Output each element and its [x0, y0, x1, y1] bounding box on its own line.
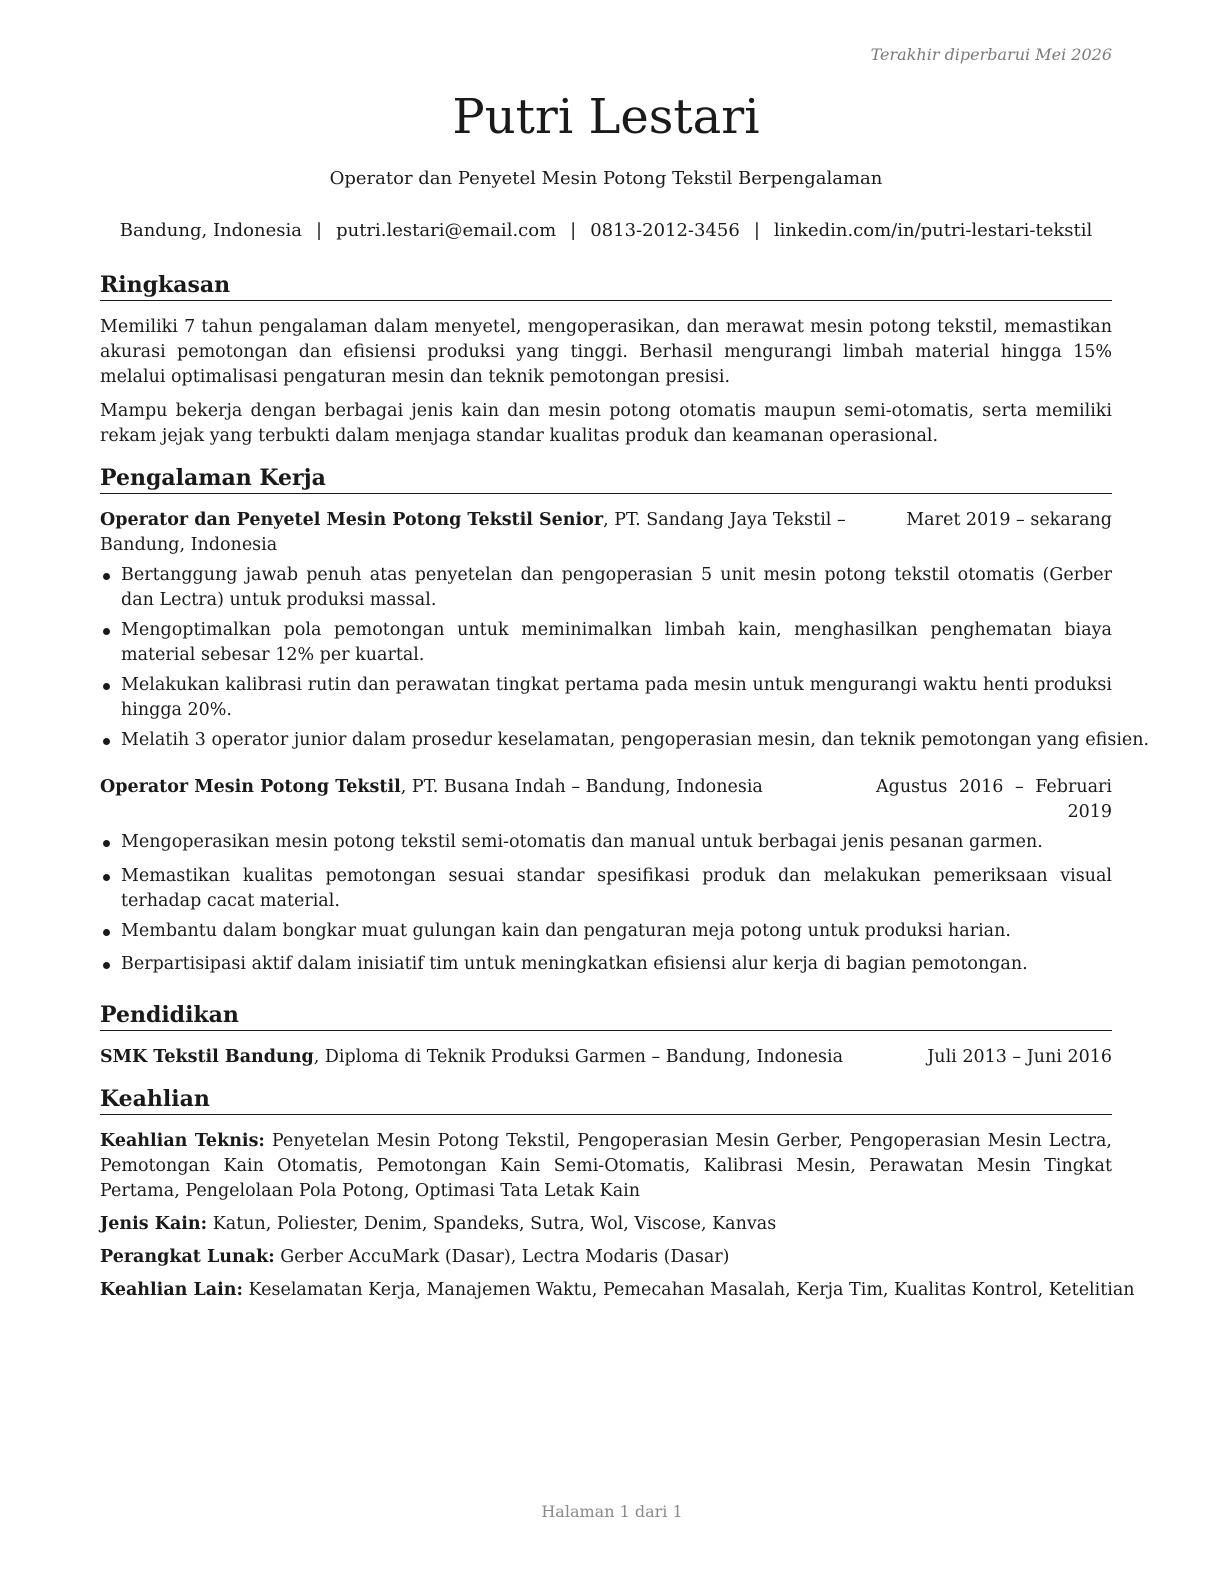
bullet-icon — [103, 962, 110, 969]
list-item — [100, 618, 1112, 668]
experience-section — [100, 465, 1150, 977]
contact-separator: | — [316, 220, 323, 241]
candidate-name: Putri Lestari — [452, 89, 760, 145]
summary-paragraph: Mampu bekerja dengan berbagai jenis kain dan mesin potong otomatis maupun semi-otomatis, serta memiliki rekam jejak yang terbukti dalam menjaga standar kualitas produk dan keamanan operasional. — [100, 401, 1112, 446]
bullet-icon — [103, 840, 110, 847]
list-item-text: Mengoptimalkan pola pemotongan untuk meminimalkan limbah kain, menghasilkan penghematan biaya material sebesar 12% per kuartal. — [121, 620, 1112, 665]
skill-value: Gerber AccuMark (Dasar), Lectra Modaris (Dasar) — [274, 1247, 730, 1267]
bullet-icon — [103, 738, 110, 745]
job-entry — [100, 508, 1150, 753]
candidate-tagline: Operator dan Penyetel Mesin Potong Tekstil Berpengalaman — [329, 168, 883, 189]
job-company: , PT. Busana Indah – Bandung, Indonesia — [400, 777, 763, 797]
list-item-text: Melakukan kalibrasi rutin dan perawatan tingkat pertama pada mesin untuk mengurangi waktu henti produksi hingga 20%. — [121, 675, 1112, 720]
list-item — [100, 563, 1112, 613]
skill-group — [100, 1212, 1112, 1237]
list-item-text: Mengoperasikan mesin potong tekstil semi-otomatis dan manual untuk berbagai jenis pesanan garmen. — [121, 832, 1043, 852]
contact-separator: | — [570, 220, 577, 241]
list-item — [100, 673, 1112, 723]
section-title-education: Pendidikan — [100, 1002, 1112, 1031]
skill-group — [100, 1245, 1112, 1270]
list-item-text: Bertanggung jawab penuh atas penyetelan dan pengoperasian 5 unit mesin potong tekstil otomatis (Gerber dan Lectra) untuk produksi massal. — [121, 565, 1112, 610]
skill-value: Katun, Poliester, Denim, Spandeks, Sutra, Wol, Viscose, Kanvas — [207, 1214, 777, 1234]
education-section — [100, 1002, 1112, 1070]
job-role: Operator Mesin Potong Tekstil — [100, 777, 401, 797]
job-bullets — [100, 563, 1150, 753]
contact-location: Bandung, Indonesia — [119, 220, 302, 241]
bullet-icon — [103, 683, 110, 690]
skill-group — [100, 1129, 1112, 1204]
list-item-text: Membantu dalam bongkar muat gulungan kain dan pengaturan meja potong untuk produksi harian. — [121, 921, 1011, 941]
section-title-experience: Pengalaman Kerja — [100, 465, 1112, 494]
job-date: Agustus 2016 – Februari 2019 — [876, 777, 1112, 822]
bullet-icon — [103, 874, 110, 881]
education-line — [100, 1045, 890, 1070]
last-updated-note: Terakhir diperbarui Mei 2026 — [870, 45, 1112, 64]
skill-group — [100, 1278, 1135, 1303]
job-title-line — [100, 775, 890, 800]
list-item-text: Memastikan kualitas pemotongan sesuai standar spesifikasi produk dan melakukan pemeriksaan visual terhadap cacat material. — [121, 866, 1112, 911]
job-title-line — [100, 508, 890, 558]
resume-page — [100, 0, 1150, 1584]
list-item — [100, 919, 1112, 944]
skill-value: Keselamatan Kerja, Manajemen Waktu, Pemecahan Masalah, Kerja Tim, Kualitas Kontrol, Ketelitian — [242, 1280, 1135, 1300]
page-number: Halaman 1 dari 1 — [541, 1502, 683, 1521]
job-entry — [100, 775, 1112, 977]
list-item — [100, 830, 1112, 855]
list-item — [100, 952, 1112, 977]
skill-label: Keahlian Teknis: — [100, 1131, 265, 1151]
education-entry — [100, 1045, 1112, 1070]
list-item-text: Melatih 3 operator junior dalam prosedur keselamatan, pengoperasian mesin, dan teknik pemotongan yang efisien. — [121, 730, 1150, 750]
job-role: Operator dan Penyetel Mesin Potong Tekstil Senior — [100, 510, 604, 530]
list-item — [100, 864, 1112, 914]
skill-value: Penyetelan Mesin Potong Tekstil, Pengoperasian Mesin Gerber, Pengoperasian Mesin Lectra, Pemotongan Kain Otomatis, Pemotongan Kain Semi-Otomatis, Kalibrasi Mesin, Perawatan Mesin Tingkat Pertama, Pengelolaan Pola Potong, Optimasi Tata Letak Kain — [100, 1131, 1112, 1201]
contact-email[interactable]: putri.lestari@email.com — [336, 220, 557, 241]
section-title-summary: Ringkasan — [100, 272, 1112, 301]
education-detail: , Diploma di Teknik Produksi Garmen – Bandung, Indonesia — [313, 1047, 844, 1067]
bullet-icon — [103, 628, 110, 635]
summary-section — [100, 272, 1112, 449]
education-school: SMK Tekstil Bandung — [100, 1047, 314, 1067]
skills-section — [100, 1086, 1135, 1303]
job-header — [100, 508, 1112, 558]
list-item — [100, 728, 1150, 753]
list-item-text: Berpartisipasi aktif dalam inisiatif tim untuk meningkatkan efisiensi alur kerja di bagian pemotongan. — [121, 954, 1028, 974]
section-title-skills: Keahlian — [100, 1086, 1112, 1115]
job-company: , PT. Sandang Jaya Tekstil – Bandung, Indonesia — [100, 510, 846, 555]
skill-label: Perangkat Lunak: — [100, 1247, 275, 1267]
contact-line — [100, 220, 1112, 241]
education-date: Juli 2013 – Juni 2016 — [927, 1047, 1112, 1067]
bullet-icon — [103, 573, 110, 580]
skill-label: Keahlian Lain: — [100, 1280, 243, 1300]
contact-separator: | — [753, 220, 760, 241]
bullet-icon — [103, 929, 110, 936]
skill-label: Jenis Kain: — [100, 1214, 208, 1234]
summary-paragraph: Memiliki 7 tahun pengalaman dalam menyetel, mengoperasikan, dan merawat mesin potong tekstil, memastikan akurasi pemotongan dan efisiensi produksi yang tinggi. Berhasil mengurangi limbah material hingga 15% melalui optimalisasi pengaturan mesin dan teknik pemotongan presisi. — [100, 317, 1112, 387]
contact-phone: 0813-2012-3456 — [590, 220, 740, 241]
job-bullets — [100, 830, 1112, 977]
contact-linkedin[interactable]: linkedin.com/in/putri-lestari-tekstil — [773, 220, 1093, 241]
job-header — [100, 775, 1112, 822]
job-date: Maret 2019 – sekarang — [906, 510, 1112, 530]
